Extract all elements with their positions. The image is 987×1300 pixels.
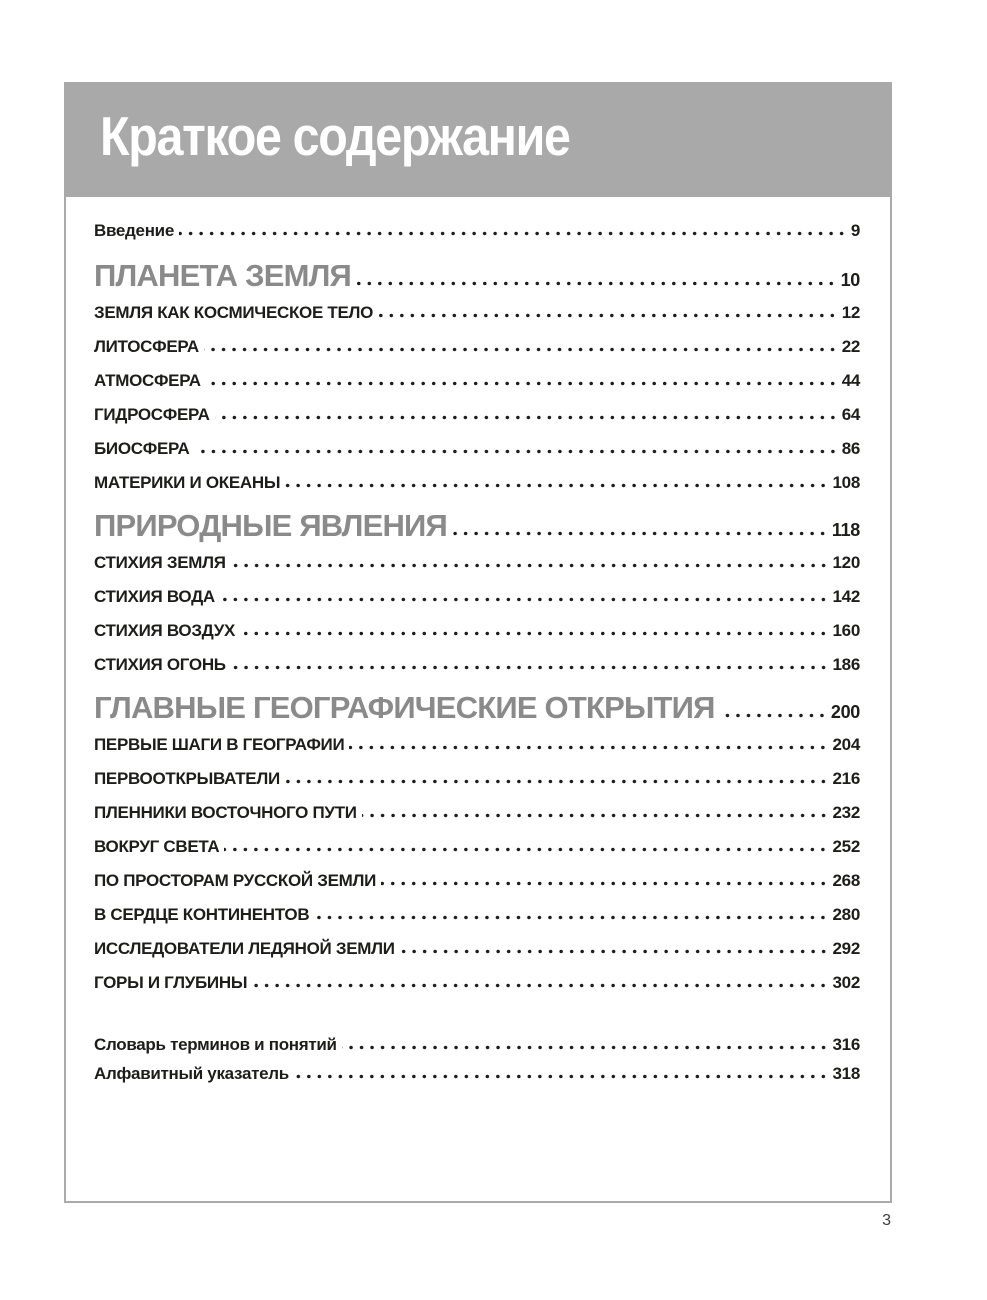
toc-entry-page: 108: [832, 473, 860, 492]
toc-entry-page: 232: [832, 803, 860, 822]
toc-entry-label: ИССЛЕДОВАТЕЛИ ЛЕДЯНОЙ ЗЕМЛИ: [94, 939, 395, 958]
toc-entry-label: ПЕРВЫЕ ШАГИ В ГЕОГРАФИИ: [94, 735, 345, 754]
dot-leader: [240, 631, 829, 636]
toc-entry-chapter: [94, 371, 860, 391]
toc-entry-label: СТИХИЯ ОГОНЬ: [94, 655, 226, 674]
toc-entry-chapter: [94, 303, 860, 323]
dot-leader: [314, 915, 828, 920]
dot-leader: [342, 1045, 829, 1050]
toc-entry-intro: [94, 221, 860, 241]
dot-leader: [362, 813, 829, 818]
toc-entry-page: 120: [832, 553, 860, 572]
toc-entry-label: ПЛЕННИКИ ВОСТОЧНОГО ПУТИ: [94, 803, 357, 822]
dot-leader: [179, 231, 847, 236]
dot-leader: [356, 281, 837, 286]
toc-entry-label: СТИХИЯ ЗЕМЛЯ: [94, 553, 226, 572]
toc-entry-chapter: [94, 769, 860, 789]
toc-entry-chapter: [94, 735, 860, 755]
dot-leader: [381, 881, 828, 886]
toc-entry-page: 12: [841, 303, 860, 322]
dot-leader: [378, 313, 838, 318]
toc-entry-label: В СЕРДЦЕ КОНТИНЕНТОВ: [94, 905, 310, 924]
toc-entry-label: МАТЕРИКИ И ОКЕАНЫ: [94, 473, 281, 492]
page-number: 3: [882, 1212, 891, 1229]
toc-entry-label: Словарь терминов и понятий: [94, 1035, 337, 1054]
content-frame: [64, 82, 892, 1203]
toc-entry-chapter: [94, 587, 860, 607]
toc-entry-chapter: [94, 337, 860, 357]
toc-entry-page: 118: [831, 520, 860, 540]
chapter-title-band: [64, 82, 892, 197]
toc-entry-page: 252: [832, 837, 860, 856]
toc-entry-label: СТИХИЯ ВОДА: [94, 587, 215, 606]
dot-leader: [204, 347, 838, 352]
toc-entry-chapter: [94, 439, 860, 459]
table-of-contents: [66, 197, 890, 1084]
dot-leader: [452, 531, 828, 536]
toc-entry-chapter: [94, 871, 860, 891]
toc-entry-label: ЛИТОСФЕРА: [94, 337, 199, 356]
toc-entry-chapter: [94, 655, 860, 675]
toc-entry-page: 64: [841, 405, 860, 424]
toc-entry-page: 9: [850, 221, 860, 240]
toc-entry-backmatter: [94, 1035, 860, 1055]
toc-entry-page: 10: [840, 270, 860, 290]
toc-entry-label: ПЕРВООТКРЫВАТЕЛИ: [94, 769, 280, 788]
dot-leader: [224, 847, 828, 852]
toc-entry-page: 280: [832, 905, 860, 924]
toc-entry-page: 142: [832, 587, 860, 606]
toc-entry-section: [94, 258, 860, 294]
dot-leader: [215, 415, 838, 420]
toc-entry-label: ГОРЫ И ГЛУБИНЫ: [94, 973, 248, 992]
dot-leader: [285, 779, 829, 784]
dot-leader: [294, 1074, 829, 1079]
dot-leader: [349, 745, 828, 750]
toc-entry-label: Алфавитный указатель: [94, 1064, 289, 1083]
dot-leader: [220, 597, 829, 602]
toc-entry-label: ПРИРОДНЫЕ ЯВЛЕНИЯ: [94, 508, 447, 543]
dot-leader: [206, 381, 838, 386]
toc-entry-chapter: [94, 553, 860, 573]
toc-entry-page: 316: [832, 1035, 860, 1054]
toc-entry-page: 292: [832, 939, 860, 958]
toc-entry-chapter: [94, 803, 860, 823]
dot-leader: [231, 665, 829, 670]
toc-entry-backmatter: [94, 1064, 860, 1084]
dot-leader: [285, 483, 828, 488]
toc-entry-chapter: [94, 473, 860, 493]
toc-entry-page: 216: [832, 769, 860, 788]
toc-entry-page: 44: [841, 371, 860, 390]
toc-entry-label: СТИХИЯ ВОЗДУХ: [94, 621, 236, 640]
toc-entry-chapter: [94, 837, 860, 857]
dot-leader: [720, 713, 827, 718]
dot-leader: [195, 449, 838, 454]
toc-entry-chapter: [94, 973, 860, 993]
toc-entry-page: 160: [832, 621, 860, 640]
toc-entry-label: ВОКРУГ СВЕТА: [94, 837, 220, 856]
toc-entry-page: 302: [832, 973, 860, 992]
dot-leader: [252, 983, 828, 988]
toc-entry-page: 204: [832, 735, 860, 754]
toc-entry-label: АТМОСФЕРА: [94, 371, 201, 390]
toc-entry-label: ПЛАНЕТА ЗЕМЛЯ: [94, 258, 352, 293]
toc-entry-chapter: [94, 621, 860, 641]
toc-entry-chapter: [94, 405, 860, 425]
toc-entry-page: 318: [832, 1064, 860, 1083]
dot-leader: [400, 949, 829, 954]
toc-entry-page: 200: [830, 702, 860, 722]
toc-entry-label: Введение: [94, 221, 174, 240]
toc-entry-section: [94, 690, 860, 726]
toc-entry-label: ПО ПРОСТОРАМ РУССКОЙ ЗЕМЛИ: [94, 871, 377, 890]
toc-entry-label: ГИДРОСФЕРА: [94, 405, 210, 424]
toc-entry-page: 186: [832, 655, 860, 674]
toc-entry-chapter: [94, 905, 860, 925]
dot-leader: [231, 563, 829, 568]
toc-entry-page: 86: [841, 439, 860, 458]
toc-entry-label: ЗЕМЛЯ КАК КОСМИЧЕСКОЕ ТЕЛО: [94, 303, 374, 322]
toc-entry-page: 22: [841, 337, 860, 356]
toc-entry-section: [94, 508, 860, 544]
toc-entry-label: ГЛАВНЫЕ ГЕОГРАФИЧЕСКИЕ ОТКРЫТИЯ: [94, 690, 715, 725]
toc-entry-chapter: [94, 939, 860, 959]
toc-entry-page: 268: [832, 871, 860, 890]
toc-entry-label: БИОСФЕРА: [94, 439, 190, 458]
page-title: Краткое содержание: [100, 105, 570, 167]
